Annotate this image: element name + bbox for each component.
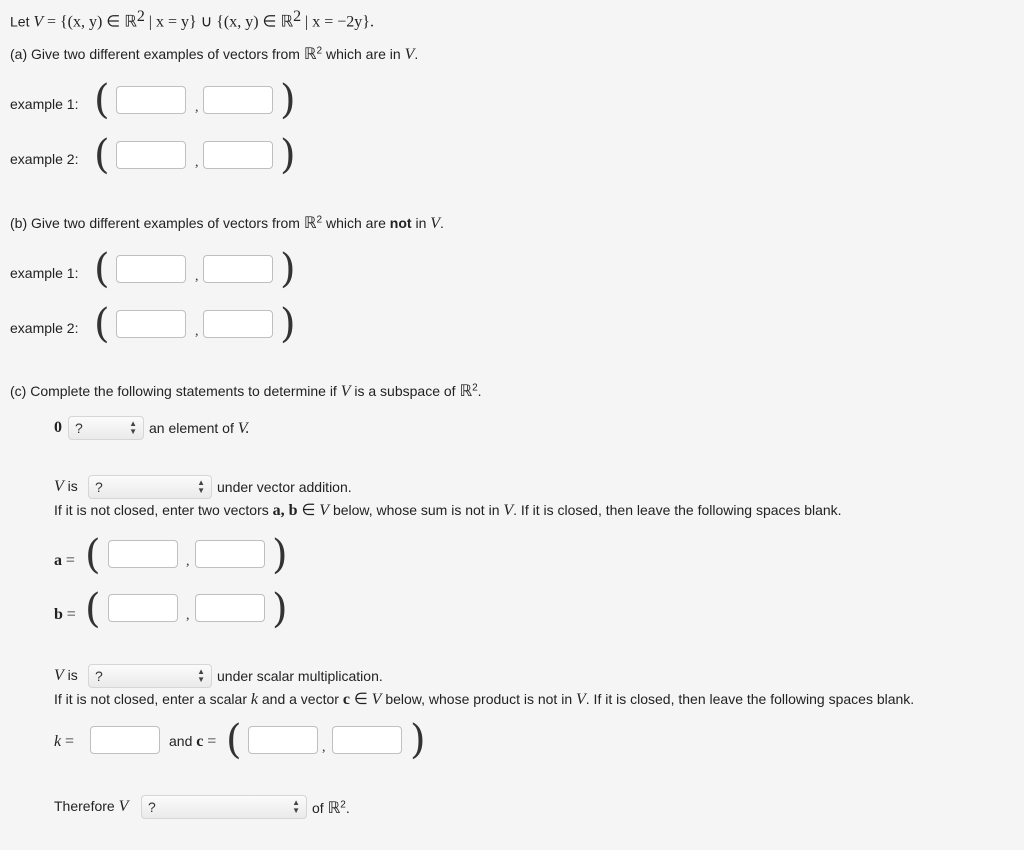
- subspace-conclusion-select[interactable]: [141, 795, 307, 819]
- comma: ,: [195, 324, 199, 339]
- open-paren: (: [94, 77, 110, 123]
- scalar-k: k: [250, 691, 258, 708]
- zero-vector: 0: [54, 419, 62, 436]
- close-paren: ): [272, 532, 288, 578]
- open-paren: (: [94, 301, 110, 347]
- is-text: is: [67, 667, 78, 683]
- close-paren: ): [280, 132, 296, 178]
- instr-text: If it is not closed, enter a scalar: [54, 691, 247, 707]
- set1: {(x, y) ∈ ℝ: [59, 13, 137, 31]
- instr-text: . If it is closed, then leave the following spaces blank.: [513, 502, 842, 518]
- set-v: V.: [237, 420, 250, 437]
- real-r: ℝ: [459, 383, 473, 400]
- instr-text: and a vector: [261, 691, 339, 707]
- open-paren: (: [94, 132, 110, 178]
- set-v: V: [118, 798, 129, 815]
- therefore-suffix: [312, 798, 350, 818]
- instr-text: If it is not closed, enter two vectors: [54, 502, 269, 518]
- part-a-example1-label: example 1:: [10, 96, 79, 112]
- zero-statement: [149, 420, 249, 438]
- addition-instructions: [54, 500, 842, 520]
- set-v: V: [430, 215, 441, 232]
- addition-text: under vector addition.: [217, 479, 352, 495]
- vector-a: a: [54, 552, 62, 569]
- therefore-text: Therefore: [54, 798, 115, 814]
- part-a-text-after: which are in: [325, 46, 401, 62]
- set-v: V: [54, 478, 64, 495]
- part-a-ex1-y-input[interactable]: [203, 86, 273, 114]
- close-paren: ): [280, 77, 296, 123]
- close-paren: ): [272, 586, 288, 632]
- scalar-text: under scalar multiplication.: [217, 668, 383, 684]
- set-v: V: [319, 502, 330, 519]
- part-a-ex2-x-input[interactable]: [116, 141, 186, 169]
- problem-statement: [10, 8, 374, 32]
- vector-b-x-input[interactable]: [108, 594, 178, 622]
- let-label: Let: [10, 13, 30, 30]
- not-emphasis: not: [389, 215, 412, 231]
- part-c-prompt: [10, 381, 482, 401]
- vector-c: c: [196, 733, 204, 750]
- scalar-k-input[interactable]: [90, 726, 160, 754]
- close-paren: ): [280, 246, 296, 292]
- select-arrows-icon: ▲ ▼: [129, 419, 137, 436]
- comma: ,: [322, 740, 326, 755]
- period: .: [414, 46, 419, 62]
- period: .: [345, 800, 350, 816]
- vector-c-y-input[interactable]: [332, 726, 402, 754]
- scalar-closure-select[interactable]: [88, 664, 212, 688]
- set2: {(x, y) ∈ ℝ: [216, 13, 294, 31]
- therefore-prefix: [54, 798, 128, 816]
- real-r-sup: 2: [316, 45, 323, 57]
- part-b-ex2-y-input[interactable]: [203, 310, 273, 338]
- instr-text: below, whose sum is not in: [332, 502, 500, 518]
- part-a-prompt: [10, 44, 418, 64]
- part-b-text-mid: which are: [325, 215, 386, 231]
- set-v: V: [371, 691, 382, 708]
- addition-prefix: [54, 478, 78, 496]
- set-name-v: V: [33, 13, 44, 31]
- set-v: V: [54, 667, 64, 684]
- equals-sign: =: [207, 733, 217, 750]
- set2-sup: 2: [293, 8, 302, 25]
- comma: ,: [186, 554, 190, 569]
- set-v: V: [340, 383, 351, 400]
- vectors-a-b: a, b: [272, 502, 298, 519]
- close-paren: ): [410, 717, 426, 763]
- part-b-ex1-y-input[interactable]: [203, 255, 273, 283]
- comma: ,: [195, 269, 199, 284]
- scalar-instructions: [54, 689, 914, 709]
- comma: ,: [195, 155, 199, 170]
- a-label: [54, 552, 75, 570]
- equals-sign: =: [66, 606, 76, 623]
- set-v: V: [576, 691, 586, 708]
- real-r: ℝ: [303, 215, 317, 232]
- period: .: [440, 215, 444, 231]
- instr-text: . If it is closed, then leave the following spaces blank.: [585, 691, 915, 707]
- c-label: [169, 733, 216, 751]
- select-arrows-icon: ▲ ▼: [292, 798, 300, 815]
- period: .: [477, 383, 482, 399]
- part-b-text: (b) Give two different examples of vectors from: [10, 215, 300, 231]
- part-a-ex1-x-input[interactable]: [116, 86, 186, 114]
- part-b-ex2-x-input[interactable]: [116, 310, 186, 338]
- addition-closure-select[interactable]: [88, 475, 212, 499]
- set1-condition: | x = y}: [148, 13, 197, 31]
- comma: ,: [186, 608, 190, 623]
- part-a-ex2-y-input[interactable]: [203, 141, 273, 169]
- vector-c-x-input[interactable]: [248, 726, 318, 754]
- instr-text: below, whose product is not in: [385, 691, 573, 707]
- part-b-ex1-x-input[interactable]: [116, 255, 186, 283]
- select-arrows-icon: ▲ ▼: [197, 667, 205, 684]
- open-paren: (: [85, 532, 101, 578]
- open-paren: (: [94, 246, 110, 292]
- is-text: is: [67, 478, 78, 494]
- element-of: ∈: [301, 502, 316, 519]
- k-label: [54, 733, 74, 751]
- vector-c: c: [342, 691, 350, 708]
- real-r: ℝ: [303, 46, 317, 63]
- vector-b-y-input[interactable]: [195, 594, 265, 622]
- part-c-text2: is a subspace of: [354, 383, 456, 399]
- part-a-example2-label: example 2:: [10, 151, 79, 167]
- b-label: [54, 606, 76, 624]
- part-a-text: (a) Give two different examples of vectors from: [10, 46, 300, 62]
- zero-text: an element of: [149, 420, 234, 436]
- equals-sign: =: [47, 13, 57, 31]
- set1-sup: 2: [136, 8, 145, 25]
- comma: ,: [195, 100, 199, 115]
- close-paren: ): [280, 301, 296, 347]
- select-arrows-icon: ▲ ▼: [197, 478, 205, 495]
- real-r-sup: 2: [340, 799, 346, 811]
- part-b-text-after: in: [415, 215, 427, 231]
- scalar-prefix: [54, 667, 78, 685]
- real-r-sup: 2: [316, 214, 323, 226]
- and-text: and: [169, 733, 193, 749]
- vector-a-y-input[interactable]: [195, 540, 265, 568]
- element-of: ∈: [353, 691, 368, 708]
- part-b-example2-label: example 2:: [10, 320, 79, 336]
- select-value: ?: [75, 420, 83, 436]
- part-b-prompt: [10, 213, 444, 233]
- select-value: ?: [148, 799, 156, 815]
- of-text: of: [312, 800, 324, 816]
- open-paren: (: [226, 717, 242, 763]
- equals-sign: =: [65, 733, 75, 750]
- select-value: ?: [95, 479, 103, 495]
- part-b-example1-label: example 1:: [10, 265, 79, 281]
- equals-sign: =: [65, 552, 75, 569]
- vector-b: b: [54, 606, 63, 623]
- vector-a-x-input[interactable]: [108, 540, 178, 568]
- set-v: V: [503, 502, 514, 519]
- real-r: ℝ: [327, 800, 341, 817]
- scalar-k: k: [54, 733, 62, 750]
- set-v: V: [404, 46, 415, 63]
- open-paren: (: [85, 586, 101, 632]
- union-symbol: ∪: [200, 13, 213, 31]
- real-r-sup: 2: [472, 382, 478, 394]
- zero-element-select[interactable]: [68, 416, 144, 440]
- select-value: ?: [95, 668, 103, 684]
- part-c-text: (c) Complete the following statements to determine if: [10, 383, 337, 399]
- set2-condition: | x = −2y}.: [305, 13, 374, 31]
